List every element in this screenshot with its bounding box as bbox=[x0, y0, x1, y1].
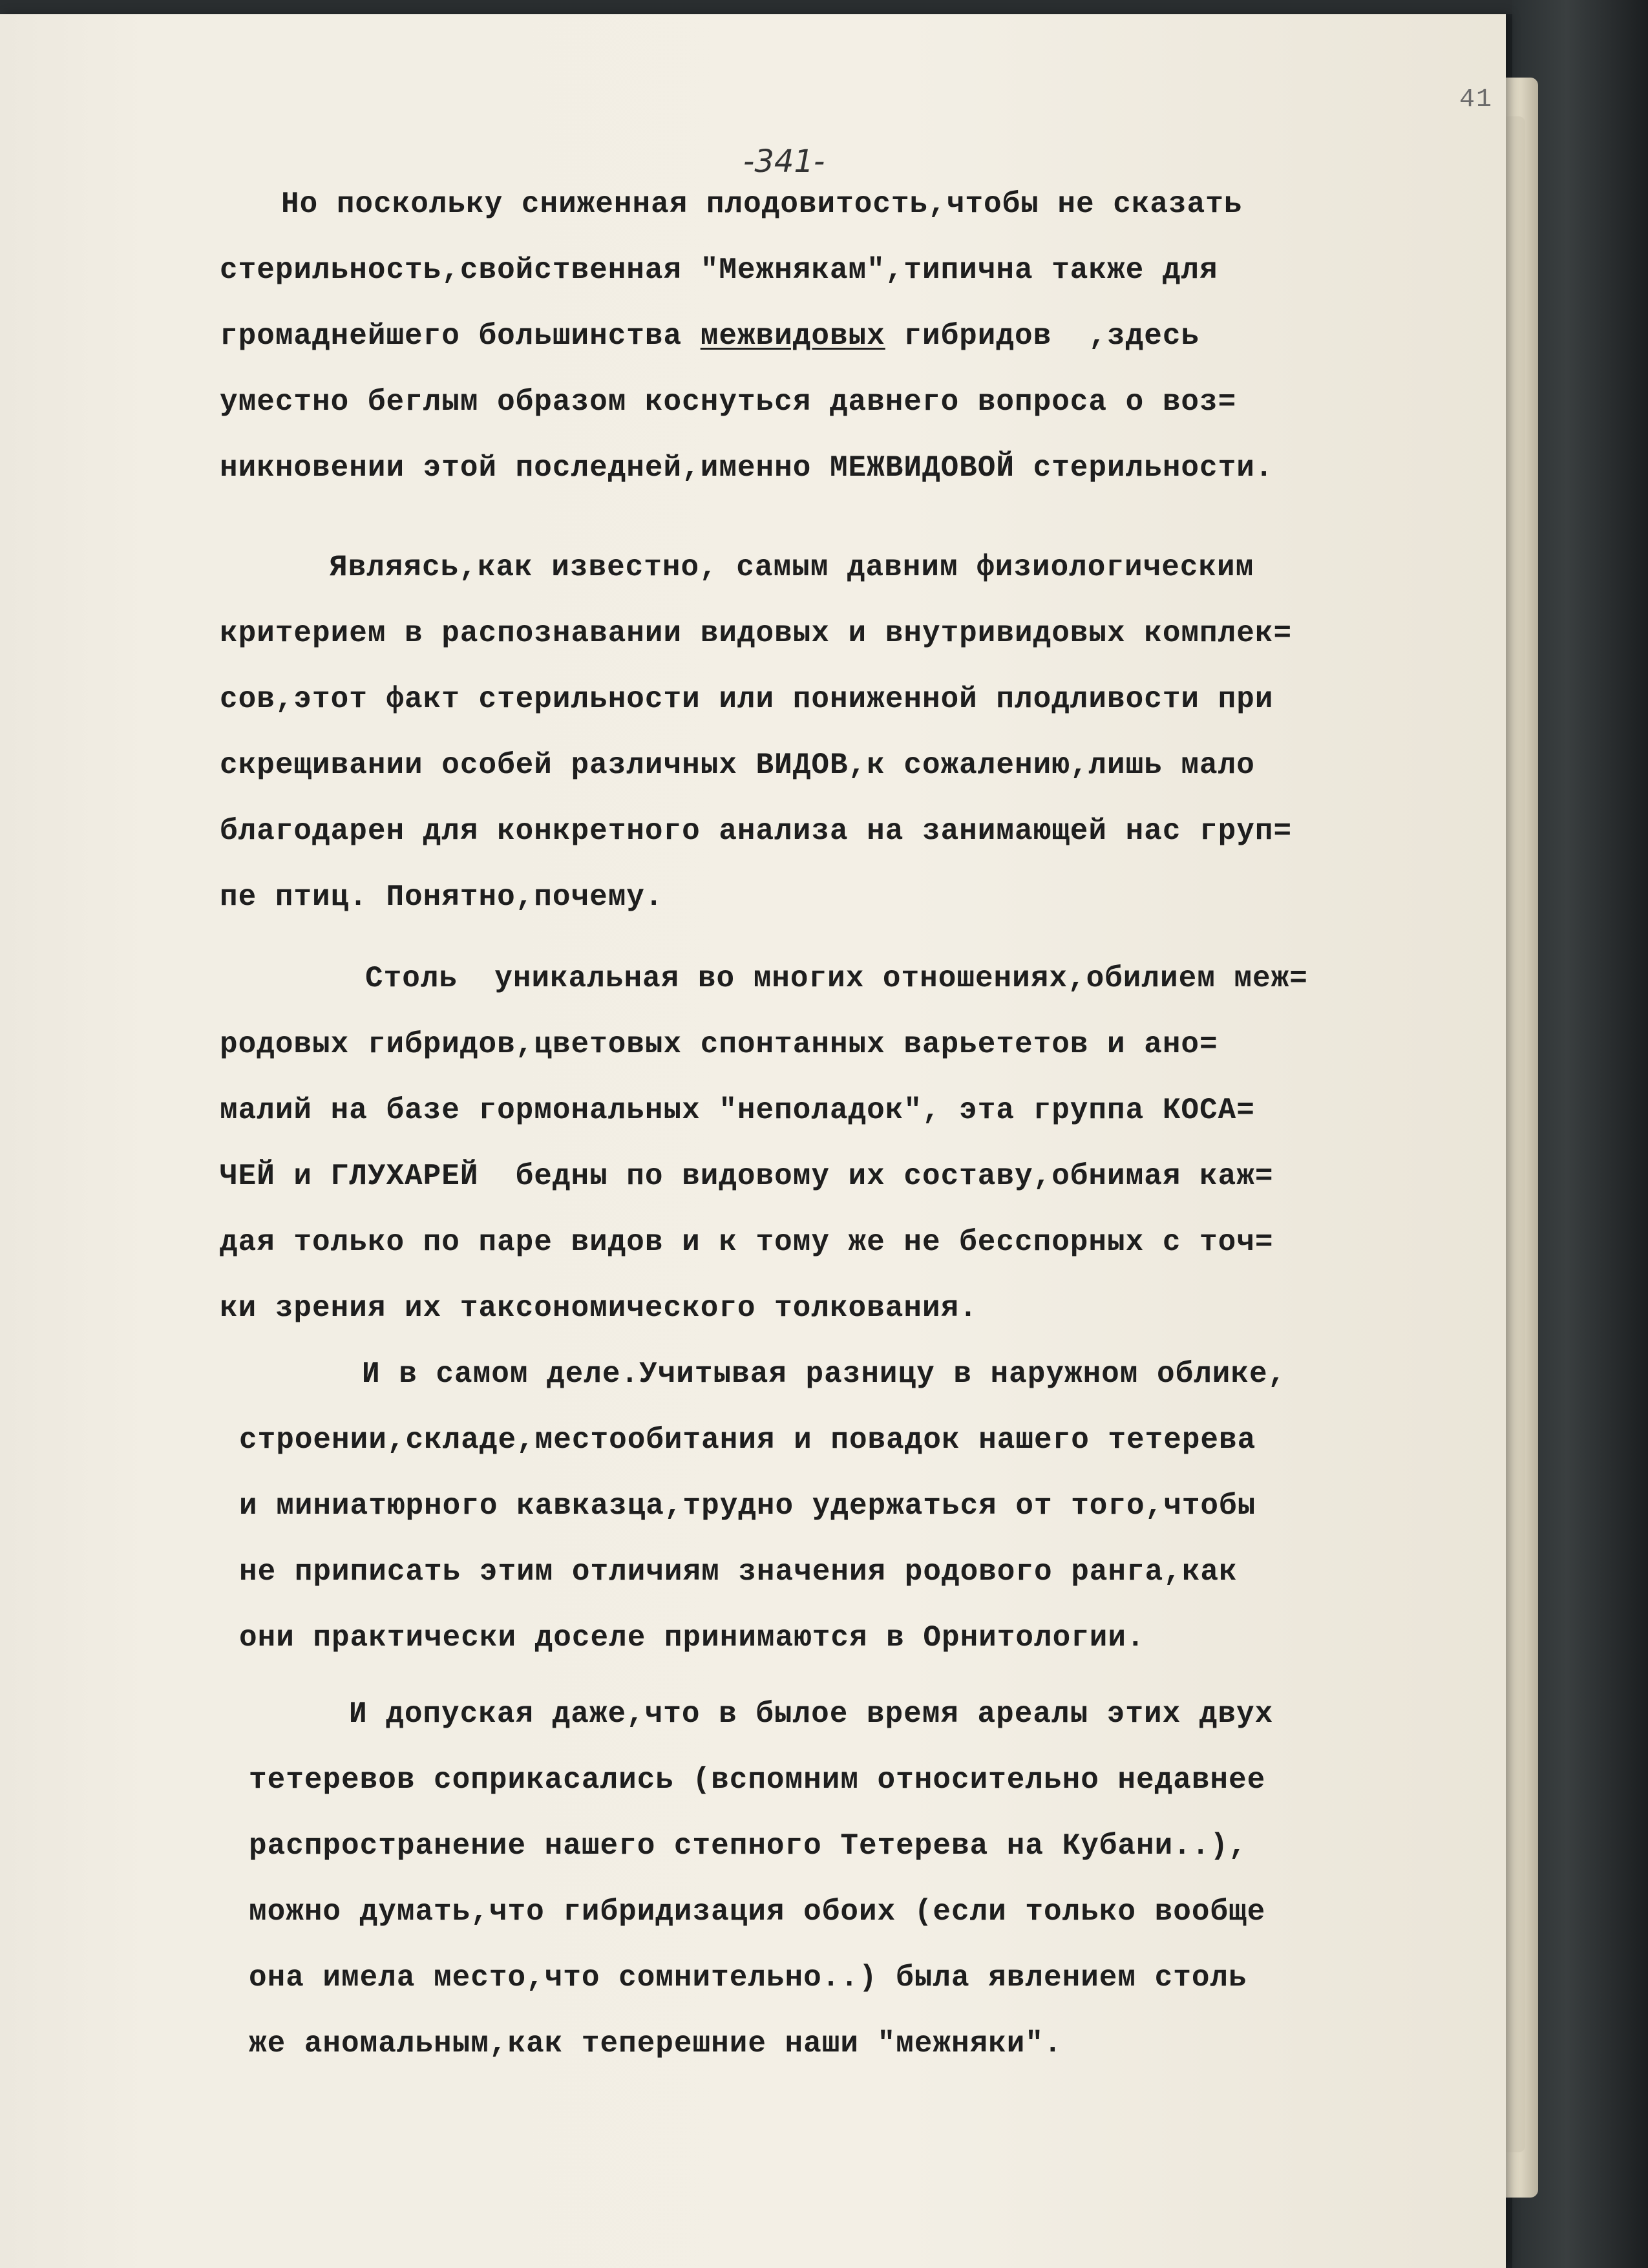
text-line: Столь уникальная во многих отношениях,обилием меж= bbox=[365, 962, 1308, 995]
text-line: и миниатюрного кавказца,трудно удержаться от того,чтобы bbox=[239, 1489, 1256, 1523]
text-line: строении,складе,местообитания и повадок нашего тетерева bbox=[239, 1423, 1256, 1457]
text-line: тетеревов соприкасались (вспомним относительно недавнее bbox=[249, 1763, 1266, 1797]
text-line: не приписать этим отличиям значения родового ранга,как bbox=[239, 1555, 1238, 1589]
text-line: стерильность,свойственная "Межнякам",типична также для bbox=[220, 253, 1218, 287]
text-line: Но поскольку сниженная плодовитость,чтобы не сказать bbox=[281, 187, 1243, 221]
text-line: скрещивании особей различных ВИДОВ,к сожалению,лишь мало bbox=[220, 748, 1255, 782]
text-line: она имела место,что сомнительно..) была явлением столь bbox=[249, 1961, 1247, 1995]
text-line: можно думать,что гибридизация обоих (если только вообще bbox=[249, 1895, 1266, 1929]
page-number: -341- bbox=[743, 143, 825, 180]
text-line: они практически доселе принимаются в Орнитологии. bbox=[239, 1621, 1145, 1655]
text-line: уместно беглым образом коснуться давнего вопроса о воз= bbox=[220, 385, 1237, 419]
text-line: ЧЕЙ и ГЛУХАРЕЙ бедны по видовому их составу,обнимая каж= bbox=[220, 1160, 1274, 1193]
text-segment: гибридов ,здесь bbox=[885, 319, 1200, 353]
text-line: же аномальным,как теперешние наши "межняки". bbox=[249, 2027, 1062, 2061]
text-line: дая только по паре видов и к тому же не бесспорных с точ= bbox=[220, 1225, 1274, 1259]
text-line: критерием в распознавании видовых и внутривидовых комплек= bbox=[220, 617, 1293, 650]
text-line: распространение нашего степного Тетерева на Кубани..), bbox=[249, 1829, 1247, 1863]
corner-page-number: 41 bbox=[1459, 85, 1493, 114]
underlined-word: межвидовых bbox=[700, 319, 885, 353]
top-strip bbox=[0, 0, 1648, 14]
text-line: родовых гибридов,цветовых спонтанных варьететов и ано= bbox=[220, 1028, 1218, 1061]
text-segment: громаднейшего большинства bbox=[220, 319, 701, 353]
text-line: Являясь,как известно, самым давним физиологическим bbox=[330, 551, 1254, 584]
text-line: И допуская даже,что в былое время ареалы этих двух bbox=[349, 1697, 1274, 1731]
typed-page bbox=[0, 14, 1506, 2268]
text-line: благодарен для конкретного анализа на занимающей нас груп= bbox=[220, 814, 1293, 848]
text-line: ки зрения их таксономического толкования. bbox=[220, 1291, 978, 1325]
text-line: малий на базе гормональных "неполадок", эта группа КОСА= bbox=[220, 1094, 1255, 1127]
text-line: сов,этот факт стерильности или пониженной плодливости при bbox=[220, 683, 1274, 716]
text-line: И в самом деле.Учитывая разницу в наружном облике, bbox=[362, 1357, 1287, 1391]
text-line: никновении этой последней,именно МЕЖВИДОВОЙ стерильности. bbox=[220, 451, 1274, 485]
text-line: пе птиц. Понятно,почему. bbox=[220, 880, 664, 914]
text-line bbox=[220, 319, 1199, 353]
